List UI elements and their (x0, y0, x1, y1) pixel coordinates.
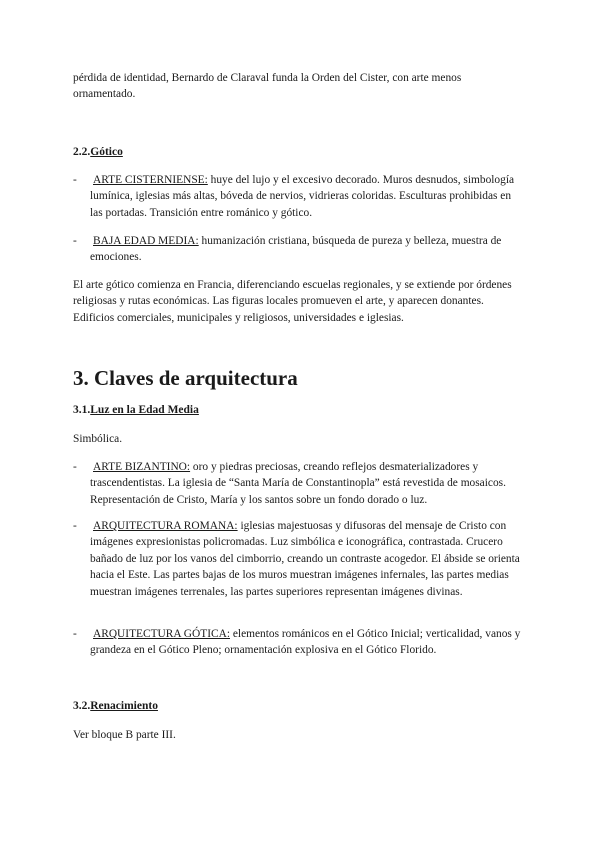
bullet-arquitectura-gotica (73, 626, 523, 659)
bullet-text: huye del lujo y el excesivo decorado. Muros desnudos, simbología lumínica, iglesias más altas, bóveda de nervios, vidrieras coloridas. Esculturas prohibidas en las portadas. Transición entre románico y gótico. (90, 174, 515, 219)
bullet-lead: ARQUITECTURA ROMANA: (93, 520, 238, 532)
heading-renacimiento (73, 700, 158, 712)
bullet-body (90, 233, 523, 266)
heading-luz-number: 3.1. (73, 404, 91, 416)
bullet-baja-edad-media (73, 233, 523, 266)
renacimiento-text: Ver bloque B parte III. (73, 729, 176, 741)
bullet-lead: ARTE BIZANTINO: (93, 461, 191, 473)
bullet-text: humanización cristiana, búsqueda de pureza y belleza, muestra de emociones. (90, 235, 502, 264)
bullet-body (90, 626, 523, 659)
bullet-body (90, 172, 523, 221)
bullet-dash: - (73, 235, 77, 247)
bullet-dash: - (73, 520, 77, 532)
bullet-text: iglesias majestuosas y difusoras del mensaje de Cristo con imágenes expresionistas policromadas. Luz simbólica e iconográfica, contrastada. Crucero bañado de luz por los vanos del cimborrio, creando un contraste acogedor. El ábside se orienta hacia el Este. Las partes bajas de los muros muestran imágenes infernales, las partes medias muestran imágenes terrenales, las partes superiores representan imágenes divinas. (90, 520, 520, 598)
heading-gotico (73, 146, 123, 158)
heading-renacimiento-number: 3.2. (73, 700, 91, 712)
bullet-dash: - (73, 628, 77, 640)
bullet-arte-cisterniense (73, 172, 523, 221)
bullet-body (90, 518, 523, 600)
bullet-arte-bizantino (73, 459, 523, 508)
gotico-paragraph: El arte gótico comienza en Francia, diferenciando escuelas regionales, y se extiende por órdenes religiosas y rutas económicas. Las figuras locales promueven el arte, y aparecen donantes. Edificios comerciales, municipales y religiosos, universidades e iglesias. (73, 279, 512, 324)
bullet-text: elementos románicos en el Gótico Inicial; verticalidad, vanos y grandeza en el Gótico Pleno; ornamentación explosiva en el Gótico Florido. (90, 628, 521, 657)
bullet-lead: ARTE CISTERNIENSE: (93, 174, 208, 186)
bullet-lead: BAJA EDAD MEDIA: (93, 235, 199, 247)
heading-luz-title: Luz en la Edad Media (90, 404, 199, 416)
heading-renacimiento-title: Renacimiento (90, 700, 158, 712)
intro-paragraph: pérdida de identidad, Bernardo de Claraval funda la Orden del Cister, con arte menos ornamentado. (73, 72, 462, 101)
heading-luz (73, 404, 199, 416)
bullet-dash: - (73, 461, 77, 473)
heading-gotico-title: Gótico (90, 146, 123, 158)
bullet-dash: - (73, 174, 77, 186)
chapter-heading: 3. Claves de arquitectura (73, 366, 298, 390)
bullet-body (90, 459, 523, 508)
bullet-arquitectura-romana (73, 518, 523, 600)
bullet-lead: ARQUITECTURA GÓTICA: (93, 628, 230, 640)
heading-gotico-number: 2.2. (73, 146, 91, 158)
bullet-text: oro y piedras preciosas, creando reflejos desmaterializadores y trascendentistas. La iglesia de “Santa María de Constantinopla” está revestida de mosaicos. Representación de Cristo, María y los santos sobre un fondo dorado o luz. (90, 461, 506, 506)
luz-intro: Simbólica. (73, 433, 123, 445)
